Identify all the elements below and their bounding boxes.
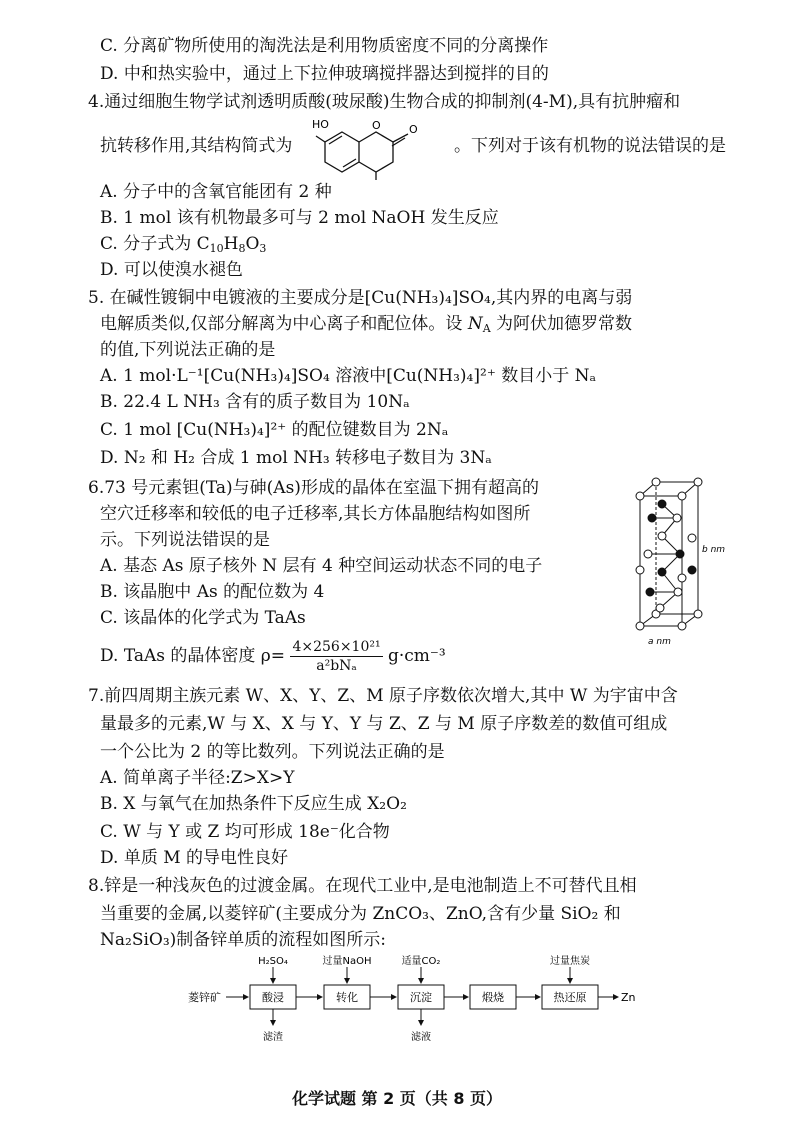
flow-box-precipitate-label: 沉淀 bbox=[410, 991, 432, 1004]
flow-box-calcine-label: 煅烧 bbox=[482, 991, 504, 1004]
option-7d: D. 单质 M 的导电性良好 bbox=[100, 848, 289, 868]
question-4-stem-2b: 。下列对于该有机物的说法错误的是 bbox=[454, 136, 726, 156]
flow-raw-material: 菱锌矿 bbox=[188, 991, 221, 1004]
option-6b: B. 该晶胞中 As 的配位数为 4 bbox=[100, 582, 325, 602]
density-denominator: a²bNₐ bbox=[316, 658, 357, 674]
question-8-stem-1: 8.锌是一种浅灰色的过渡金属。在现代工业中,是电池制造上不可替代且相 bbox=[88, 876, 637, 896]
ho-label: HO bbox=[312, 118, 329, 131]
question-7-stem-1: 7.前四周期主族元素 W、X、Y、Z、M 原子序数依次增大,其中 W 为宇宙中含 bbox=[88, 686, 678, 706]
option-4b: B. 1 mol 该有机物最多可与 2 mol NaOH 发生反应 bbox=[100, 208, 499, 228]
page-footer: 化学试题 第 2 页（共 8 页） bbox=[291, 1089, 503, 1108]
option-6d bbox=[100, 638, 446, 675]
density-numerator: 4×256×10²¹ bbox=[292, 639, 381, 655]
option-7a: A. 简单离子半径:Z>X>Y bbox=[100, 768, 295, 788]
flow-box-thermal-reduction-label: 热还原 bbox=[553, 991, 587, 1004]
option-6d-text: D. TaAs 的晶体密度 ρ= bbox=[100, 646, 286, 666]
option-5b: B. 22.4 L NH₃ 含有的质子数目为 10Nₐ bbox=[100, 392, 410, 412]
question-5-stem-2: 电解质类似,仅部分解离为中心离子和配位体。设 $N_A$ 为阿伏加德罗常数 bbox=[100, 314, 633, 335]
option-5c: C. 1 mol [Cu(NH₃)₄]²⁺ 的配位键数目为 2Nₐ bbox=[100, 420, 449, 440]
carbonyl-o-label: O bbox=[409, 123, 418, 136]
avogadro-symbol: N bbox=[467, 314, 483, 334]
option-6c: C. 该晶体的化学式为 TaAs bbox=[100, 608, 306, 628]
question-4-stem-2a: 抗转移作用,其结构简式为 bbox=[100, 136, 293, 156]
question-5-stem-1: 5. 在碱性镀铜中电镀液的主要成分是[Cu(NH₃)₄]SO₄,其内界的电离与弱 bbox=[88, 288, 633, 308]
question-8-stem-3: Na₂SiO₃)制备锌单质的流程如图所示: bbox=[100, 930, 387, 950]
question-5-stem-2a: 电解质类似,仅部分解离为中心离子和配位体。设 bbox=[100, 314, 468, 334]
molecular-formula: $C_{10}H_8O_3$ bbox=[196, 234, 267, 255]
question-5-stem-2b: 为阿伏加德罗常数 bbox=[490, 314, 633, 334]
crystal-cell-diagram bbox=[622, 474, 726, 654]
question-7-stem-3: 一个公比为 2 的等比数列。下列说法正确的是 bbox=[100, 742, 445, 762]
option-4c-continued: C. 分离矿物所使用的淘洗法是利用物质密度不同的分离操作 bbox=[100, 36, 549, 56]
option-6a: A. 基态 As 原子核外 N 层有 4 种空间运动状态不同的电子 bbox=[100, 556, 543, 576]
option-7c: C. W 与 Y 或 Z 均可形成 18e⁻化合物 bbox=[100, 822, 390, 842]
flow-box-convert-label: 转化 bbox=[336, 991, 358, 1004]
question-5-stem-3: 的值,下列说法正确的是 bbox=[100, 340, 276, 360]
flow-box-acid-leach-label: 酸浸 bbox=[262, 991, 284, 1004]
flow-input-coke: 过量焦炭 bbox=[550, 956, 590, 967]
density-unit: g·cm⁻³ bbox=[388, 646, 446, 666]
flow-input-naoh: 过量NaOH bbox=[322, 956, 372, 967]
question-6-stem-2: 空穴迁移率和较低的电子迁移率,其长方体晶胞结构如图所 bbox=[100, 504, 531, 524]
density-fraction bbox=[290, 638, 382, 675]
option-7b: B. X 与氧气在加热条件下反应生成 X₂O₂ bbox=[100, 794, 407, 814]
option-4c bbox=[100, 232, 266, 256]
question-6-stem-3: 示。下列说法错误的是 bbox=[100, 530, 270, 550]
flow-input-h2so4: H₂SO₄ bbox=[258, 956, 288, 967]
question-7-stem-2: 量最多的元素,W 与 X、X 与 Y、Y 与 Z、Z 与 M 原子序数差的数值可组成 bbox=[100, 714, 668, 734]
flow-product: Zn bbox=[621, 991, 636, 1004]
option-5d: D. N₂ 和 H₂ 合成 1 mol NH₃ 转移电子数目为 3Nₐ bbox=[100, 448, 492, 468]
option-4d: D. 可以使溴水褪色 bbox=[100, 260, 243, 280]
coumarin-structure bbox=[312, 114, 442, 180]
question-4-stem: 4.通过细胞生物学试剂透明质酸(玻尿酸)生物合成的抑制剂(4-M),具有抗肿瘤和 bbox=[88, 92, 681, 112]
flow-input-co2: 适量CO₂ bbox=[401, 956, 441, 967]
question-8-stem-2: 当重要的金属,以菱锌矿(主要成分为 ZnCO₃、ZnO,含有少量 SiO₂ 和 bbox=[100, 904, 621, 924]
option-4d-continued: D. 中和热实验中，通过上下拉伸玻璃搅拌器达到搅拌的目的 bbox=[100, 64, 549, 84]
ring-o-label: O bbox=[372, 119, 381, 132]
question-6-stem-1: 6.73 号元素钽(Ta)与砷(As)形成的晶体在室温下拥有超高的 bbox=[88, 478, 539, 498]
option-4c-text: C. 分子式为 bbox=[100, 234, 197, 254]
option-4a: A. 分子中的含氧官能团有 2 种 bbox=[100, 182, 332, 202]
flow-output-filtrate: 滤液 bbox=[411, 1032, 431, 1043]
zinc-process-flowchart bbox=[188, 952, 648, 1062]
flow-output-residue: 滤渣 bbox=[263, 1032, 283, 1043]
option-5a: A. 1 mol·L⁻¹[Cu(NH₃)₄]SO₄ 溶液中[Cu(NH₃)₄]²⁺ 数目小于 Nₐ bbox=[100, 366, 597, 386]
a-nm-label: a nm bbox=[648, 637, 671, 647]
b-nm-label: b nm bbox=[702, 545, 726, 555]
